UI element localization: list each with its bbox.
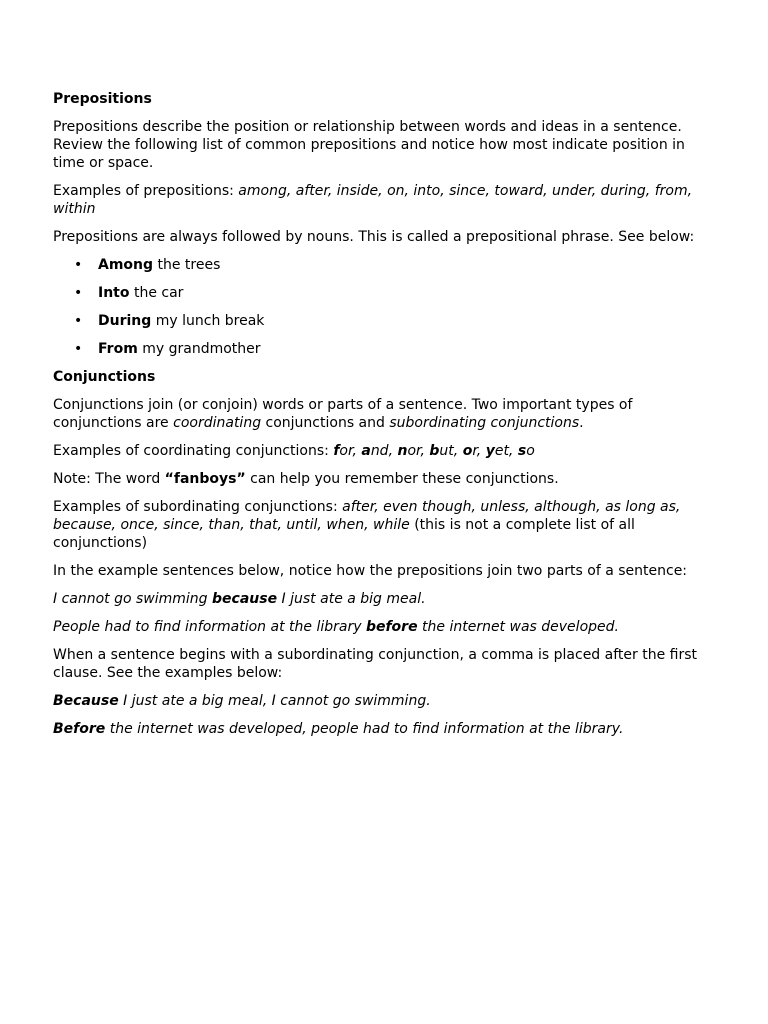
conjunction-word: Because — [53, 693, 119, 709]
subordinating-term: subordinating conjunctions — [389, 415, 580, 431]
list-item — [53, 312, 718, 330]
prepositional-phrase-list — [53, 256, 718, 358]
phrase-preposition: Into — [98, 285, 130, 301]
intro-text: . — [579, 415, 584, 431]
prepositions-intro: Prepositions describe the position or relationship between words and ideas in a sentence. Review the following list of common prepositions and notice how most indicate position in time or space. — [53, 119, 685, 171]
list-item — [53, 256, 718, 274]
prepositional-phrase-note: Prepositions are always followed by nouns. This is called a prepositional phrase. See below: — [53, 229, 695, 245]
clause: I just ate a big meal, I cannot go swimming. — [118, 693, 431, 709]
conjunctions-intro — [53, 396, 718, 432]
bullet-icon: • — [74, 341, 83, 357]
phrase-preposition: From — [98, 341, 138, 357]
fanboys-letter: s — [517, 443, 527, 459]
prepositions-examples-label: Examples of prepositions: — [53, 183, 239, 199]
phrase-object: the trees — [153, 257, 221, 273]
clause: the internet was developed, people had to find information at the library. — [105, 721, 624, 737]
conjunction-word: Before — [53, 721, 106, 737]
example-sentence — [53, 692, 718, 710]
list-item — [53, 340, 718, 358]
conjunction-word: because — [212, 591, 278, 607]
phrase-object: the car — [129, 285, 184, 301]
example-sentence — [53, 590, 718, 608]
prepositions-examples — [53, 182, 718, 218]
example-sentence — [53, 618, 718, 636]
fanboys-letter: y — [485, 443, 495, 459]
prepositions-heading: Prepositions — [53, 91, 152, 107]
document-page — [53, 90, 718, 748]
fanboys-rest: et, — [494, 443, 518, 459]
phrase-preposition: During — [98, 313, 152, 329]
example-sentences-intro: In the example sentences below, notice how the prepositions join two parts of a sentence: — [53, 563, 688, 579]
fanboys-rest: o — [526, 443, 535, 459]
fanboys-rest: nd, — [370, 443, 398, 459]
clause: People had to find information at the library — [53, 619, 366, 635]
fanboys-letter: f — [333, 443, 340, 459]
fanboys-rest: ut, — [439, 443, 463, 459]
subordinating-examples — [53, 498, 718, 552]
fanboys-rest: or, — [339, 443, 362, 459]
coordinating-examples — [53, 442, 718, 460]
fanboys-word: “fanboys” — [164, 471, 246, 487]
phrase-object: my lunch break — [151, 313, 265, 329]
fanboys-rest: r, — [472, 443, 486, 459]
phrase-preposition: Among — [98, 257, 154, 273]
fanboys-letter: a — [361, 443, 371, 459]
note-text: Note: The word — [53, 471, 165, 487]
bullet-icon: • — [74, 257, 83, 273]
intro-text: conjunctions and — [261, 415, 390, 431]
prepositions-examples-list: among, after, inside, on, into, since, toward, under, during, from, within — [53, 183, 693, 217]
bullet-icon: • — [74, 313, 83, 329]
bullet-icon: • — [74, 285, 83, 301]
subordinating-note: (this is not a complete list of all conjunctions) — [53, 517, 635, 551]
note-text: can help you remember these conjunctions. — [245, 471, 559, 487]
list-item — [53, 284, 718, 302]
coordinating-label: Examples of coordinating conjunctions: — [53, 443, 334, 459]
fanboys-rest: or, — [407, 443, 430, 459]
subordinating-list: after, even though, unless, although, as long as, because, once, since, than, that, until, when, while — [53, 499, 681, 533]
fanboys-letter: o — [462, 443, 473, 459]
clause: the internet was developed. — [417, 619, 619, 635]
intro-text: Conjunctions join (or conjoin) words or parts of a sentence. Two important types of conjunctions are — [53, 397, 633, 431]
example-sentence — [53, 720, 718, 738]
fanboys-letter: b — [429, 443, 440, 459]
comma-rule-note: When a sentence begins with a subordinating conjunction, a comma is placed after the first clause. See the examples below: — [53, 647, 697, 681]
coordinating-term: coordinating — [173, 415, 262, 431]
phrase-object: my grandmother — [137, 341, 261, 357]
fanboys-letter: n — [397, 443, 408, 459]
conjunctions-heading: Conjunctions — [53, 369, 156, 385]
coordinating-list — [333, 443, 534, 459]
clause: I just ate a big meal. — [277, 591, 426, 607]
conjunction-word: before — [365, 619, 418, 635]
subordinating-label: Examples of subordinating conjunctions: — [53, 499, 343, 515]
fanboys-note — [53, 470, 718, 488]
clause: I cannot go swimming — [53, 591, 213, 607]
